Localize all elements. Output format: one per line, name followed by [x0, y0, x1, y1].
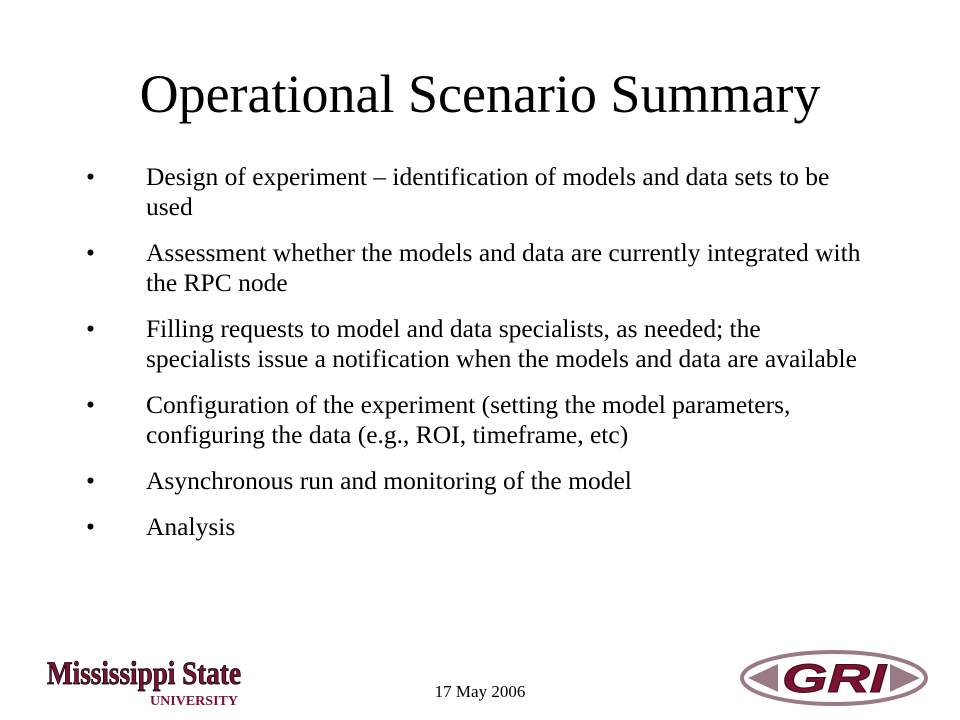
bullet-text: Configuration of the experiment (setting the model parameters, configuring the data (e.g., ROI, timeframe, etc) [146, 390, 791, 449]
bullet-item [86, 512, 866, 542]
bullet-item [86, 162, 866, 222]
bullet-glyph: • [86, 238, 95, 267]
bullet-item [86, 238, 866, 298]
bullet-item [86, 390, 866, 450]
bullet-glyph: • [86, 390, 95, 419]
bullet-text: Asynchronous run and monitoring of the model [146, 466, 632, 495]
logo-subtext: UNIVERSITY [150, 694, 238, 709]
bullet-glyph: • [86, 466, 95, 495]
bullet-text: Assessment whether the models and data are currently integrated with the RPC node [146, 238, 861, 297]
slide-title: Operational Scenario Summary [139, 64, 821, 124]
bullet-glyph: • [86, 162, 95, 191]
footer-date: 17 May 2006 [434, 682, 526, 701]
bullet-glyph: • [86, 512, 95, 541]
bullet-text: Filling requests to model and data specialists, as needed; the specialists issue a notification when the models and data are available [146, 314, 857, 373]
bullet-item [86, 314, 866, 374]
bullet-list [86, 162, 866, 558]
logo-wordmark: Mississippi State [47, 656, 241, 692]
gri-logo [738, 648, 930, 708]
bullet-glyph: • [86, 314, 95, 343]
bullet-text: Design of experiment – identification of models and data sets to be used [146, 162, 830, 221]
bullet-item [86, 466, 866, 496]
bullet-text: Analysis [146, 512, 236, 541]
logo-letters: GRI [782, 657, 888, 701]
